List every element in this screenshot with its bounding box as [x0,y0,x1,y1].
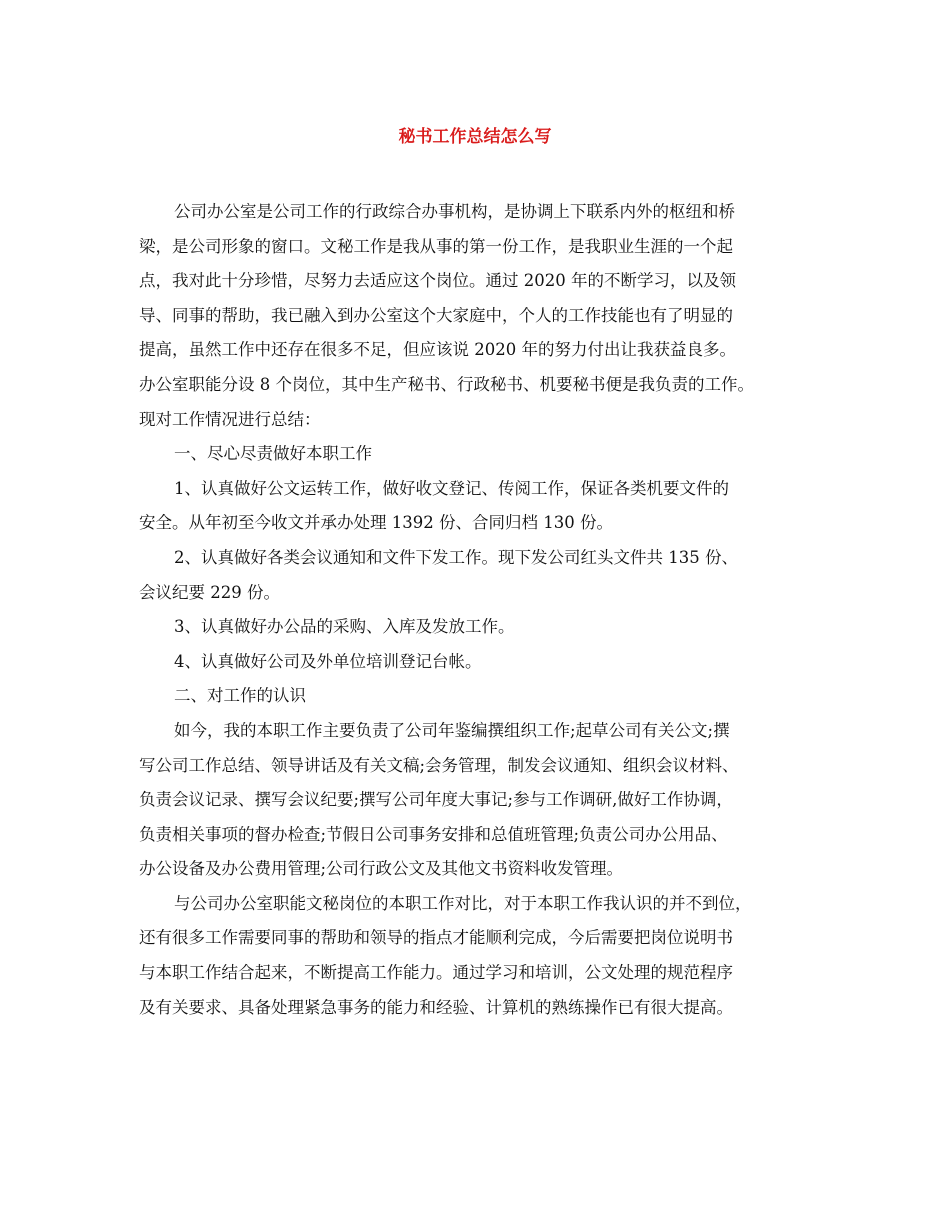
text-line: 及有关要求、具备处理紧急事务的能力和经验、计算机的熟练操作已有很大提高。 [139,997,733,1017]
text-line: 负责会议记录、撰写会议纪要;撰写公司年度大事记;参与工作调研,做好工作协调， [139,790,733,810]
document-body [139,195,829,1025]
text-line: 梁，是公司形象的窗口。文秘工作是我从事的第一份工作，是我职业生涯的一个起 [139,236,733,256]
text-line: 导、同事的帮助，我已融入到办公室这个大家庭中，个人的工作技能也有了明显的 [139,305,733,325]
text-line: 1、认真做好公文运转工作，做好收文登记、传阅工作，保证各类机要文件的 [174,478,729,498]
text-line: 与公司办公室职能文秘岗位的本职工作对比，对于本职工作我认识的并不到位， [174,893,752,913]
text-line: 提高，虽然工作中还存在很多不足，但应该说 2020 年的努力付出让我获益良多。 [139,340,736,360]
text-line: 点，我对此十分珍惜，尽努力去适应这个岗位。通过 2020 年的不断学习，以及领 [139,271,736,291]
text-line: 一、尽心尽责做好本职工作 [174,444,372,464]
text-line: 3、认真做好办公品的采购、入库及发放工作。 [174,617,515,637]
text-line: 二、对工作的认识 [174,686,306,706]
text-line: 现对工作情况进行总结： [139,409,321,429]
text-line: 2、认真做好各类会议通知和文件下发工作。现下发公司红头文件共 135 份、 [174,547,738,567]
text-line: 公司办公室是公司工作的行政综合办事机构，是协调上下联系内外的枢纽和桥 [174,202,735,221]
text-line: 办公室职能分设 8 个岗位，其中生产秘书、行政秘书、机要秘书便是我负责的工作。 [139,374,754,394]
text-line: 如今，我的本职工作主要负责了公司年鉴编撰组织工作;起草公司有关公文;撰 [174,720,730,740]
text-line: 负责相关事项的督办检查;节假日公司事务安排和总值班管理;负责公司办公用品、 [139,824,728,844]
text-line: 写公司工作总结、领导讲话及有关文稿;会务管理，制发会议通知、组织会议材料、 [139,755,739,775]
document-title: 秘书工作总结怎么写 [398,127,552,147]
text-line: 4、认真做好公司及外单位培训登记台帐。 [174,651,482,671]
text-line: 会议纪要 229 份。 [139,582,280,602]
text-line: 与本职工作结合起来，不断提高工作能力。通过学习和培训，公文处理的规范程序 [139,963,733,983]
text-line: 还有很多工作需要同事的帮助和领导的指点才能顺利完成，今后需要把岗位说明书 [139,928,733,948]
text-line: 办公设备及办公费用管理;公司行政公文及其他文书资料收发管理。 [139,859,624,879]
text-line: 安全。从年初至今收文并承办处理 1392 份、合同归档 130 份。 [139,513,613,533]
